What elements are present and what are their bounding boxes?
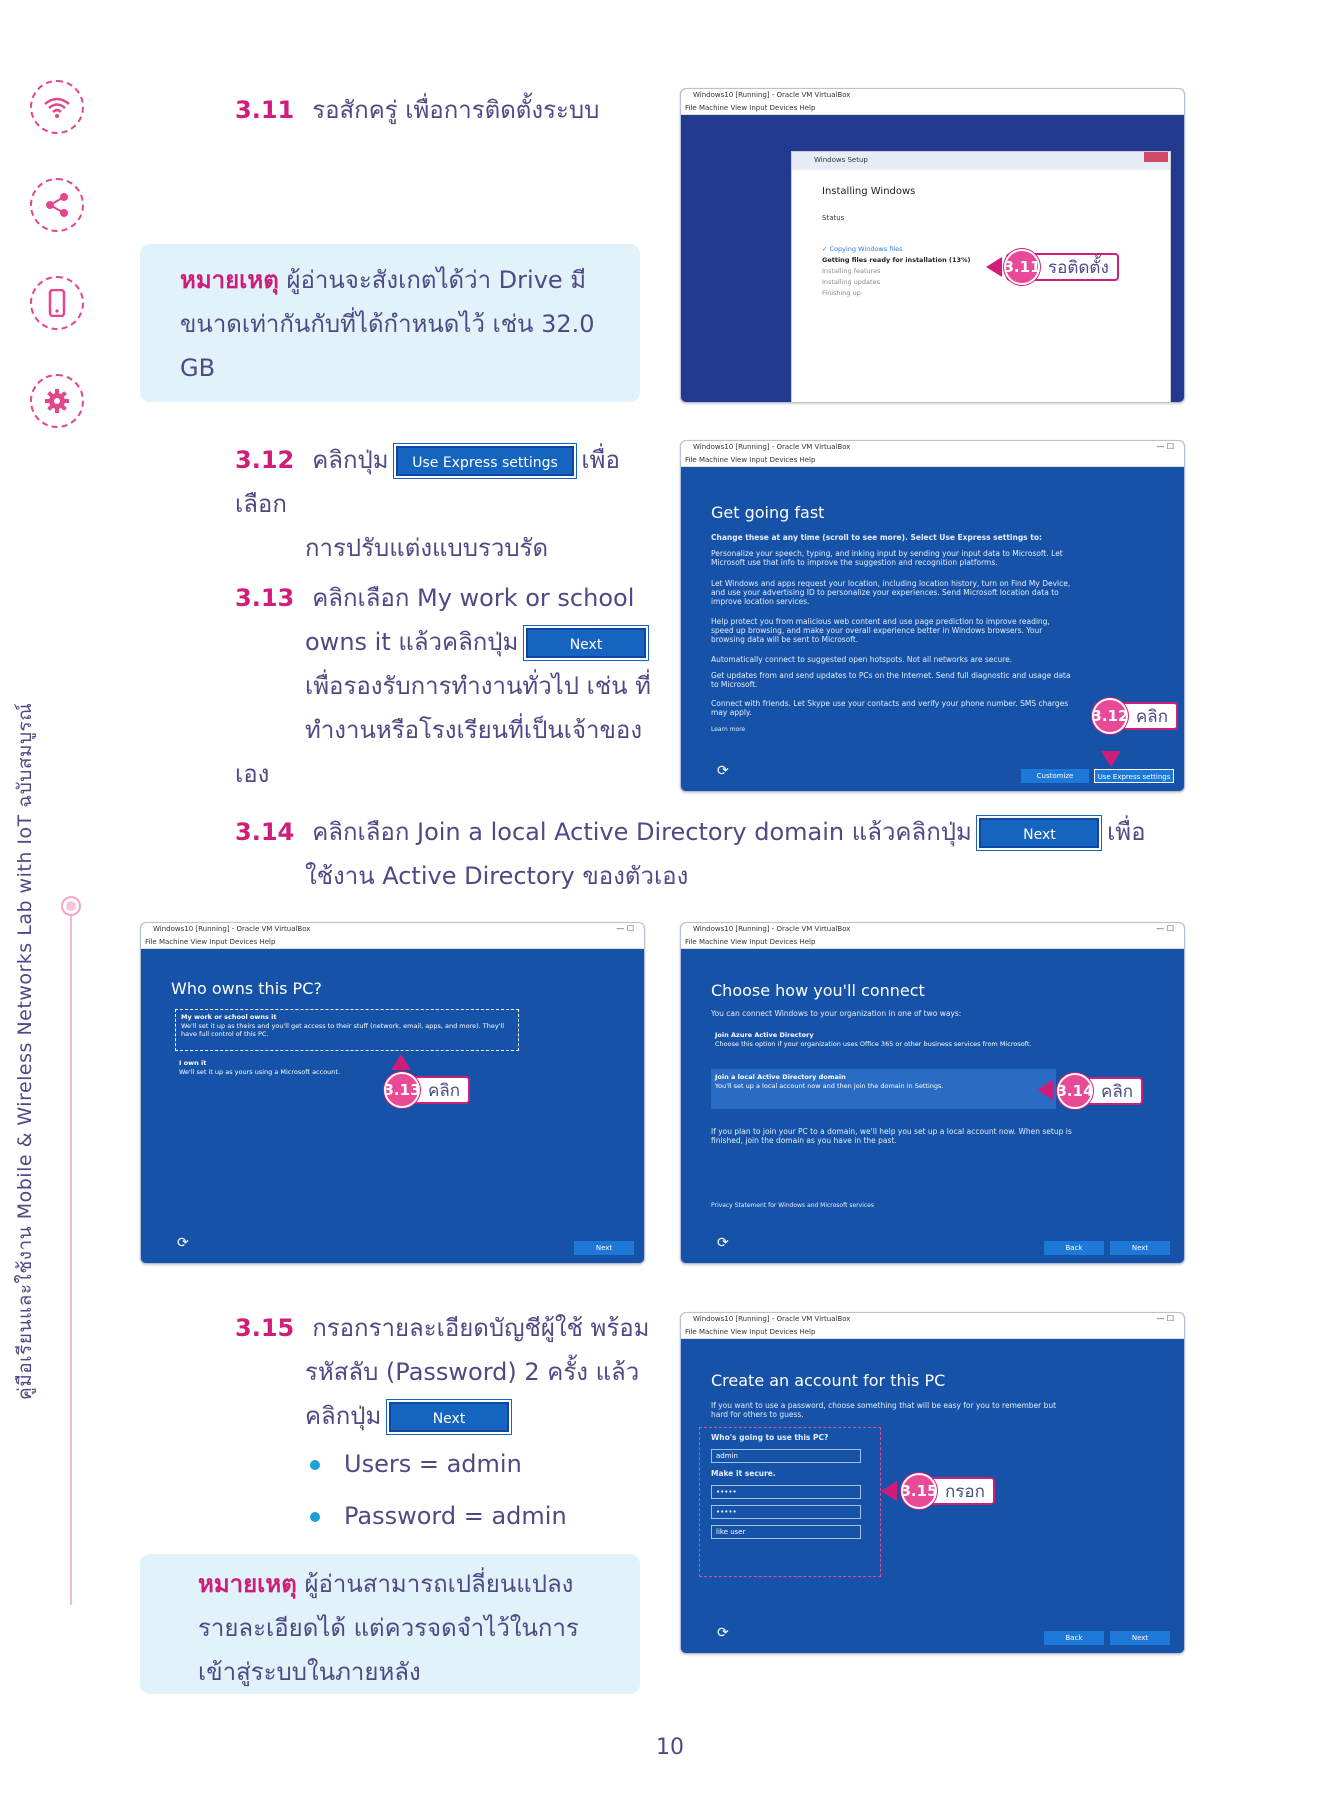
screenshot-choose-connect: [680, 922, 1185, 1264]
page-number: 10: [656, 1735, 684, 1760]
vbox-titlebar: Windows10 [Running] - Oracle VM VirtualBox: [681, 923, 1184, 937]
callout-3-11: 3.11 รอติดตั้ง: [1006, 253, 1119, 281]
wifi-icon: [30, 80, 84, 134]
phone-icon: [30, 276, 84, 330]
choose-connect-heading: Choose how you'll connect: [711, 981, 925, 1000]
vbox-menu: File Machine View Input Devices Help: [681, 455, 1184, 467]
use-express-settings-win-button[interactable]: Use Express settings: [1094, 769, 1174, 783]
info-text: If you plan to join your PC to a domain, we'll help you set up a local account now. When setup is finished, join the domain as you have in the past.: [711, 1127, 1072, 1145]
accessibility-icon[interactable]: ⟳: [717, 1235, 729, 1251]
note-1: หมายเหตุ ผู้อ่านจะสังเกตได้ว่า Drive มีขนาดเท่ากันกับที่ได้กำหนดไว้ เช่น 32.0 GB: [140, 244, 640, 402]
accessibility-icon[interactable]: ⟳: [717, 763, 729, 779]
side-marker: [63, 898, 79, 914]
vbox-menu: File Machine View Input Devices Help: [681, 1327, 1184, 1339]
step-3-15: 3.15 กรอกรายละเอียดบัญชีผู้ใช้ พร้อม รหัสลับ (Password) 2 ครั้ง แล้ว คลิกปุ่ม Next: [235, 1314, 650, 1430]
paragraph: Get updates from and send updates to PCs on the Internet. Send full diagnostic and usage data to Microsoft.: [711, 671, 1071, 689]
customize-button[interactable]: Customize: [1021, 769, 1089, 783]
back-win-button[interactable]: Back: [1044, 1241, 1104, 1255]
callout-3-14: 3.14 คลิก: [1059, 1077, 1143, 1105]
next-button-3-13[interactable]: Next: [526, 628, 646, 658]
who-owns-heading: Who owns this PC?: [171, 979, 322, 998]
window-controls[interactable]: — ☐: [616, 924, 634, 933]
screenshot-get-going-fast: [680, 440, 1185, 792]
callout-3-15: 3.15 กรอก: [903, 1477, 995, 1505]
window-controls[interactable]: — ☐: [1156, 924, 1174, 933]
password-hint-input[interactable]: like user: [711, 1525, 861, 1539]
paragraph: Help protect you from malicious web content and use page prediction to improve reading, speed up browsing, and make your overall experience better in Windows browsers. Your browsing data will be sent to Microsoft.: [711, 617, 1050, 644]
paragraph: Automatically connect to suggested open hotspots. Not all networks are secure.: [711, 655, 1013, 664]
privacy-link[interactable]: Privacy Statement for Windows and Microsoft services: [711, 1202, 874, 1209]
next-win-button[interactable]: Next: [1110, 1241, 1170, 1255]
callout-3-12: 3.12 คลิก: [1094, 702, 1178, 730]
option-azure-ad[interactable]: Join Azure Active Directory Choose this option if your organization uses Office 365 or other business services from Microsoft.: [715, 1031, 1032, 1048]
status-label: Status: [822, 214, 845, 222]
who-label: Who's going to use this PC?: [711, 1433, 829, 1442]
vbox-titlebar: Windows10 [Running] - Oracle VM VirtualBox: [681, 1313, 1184, 1327]
window-controls[interactable]: — ☐: [1156, 1314, 1174, 1323]
step-3-11: 3.11 รอสักครู่ เพื่อการติดตั้งระบบ: [235, 96, 600, 124]
paragraph: Personalize your speech, typing, and inking input by sending your input data to Microsoft. Let Microsoft use that info to improve the suggestion and recognition platforms.: [711, 549, 1063, 567]
back-win-button[interactable]: Back: [1044, 1631, 1104, 1645]
install-steps: ✓ Copying Windows files Getting files ready for installation (13%) Installing features Installing updates Finishing up: [822, 245, 971, 297]
paragraph: Let Windows and apps request your location, including location history, turn on Find My Device, and use your advertising ID to personalize your experiences. Send Microsoft location data to improve location services.: [711, 579, 1071, 606]
book-title: คู่มือเรียนและใช้งาน Mobile & Wireless Networks Lab with IoT ฉบับสมบูรณ์: [14, 702, 36, 1400]
paragraph: Connect with friends. Let Skype use your contacts and verify your phone number. SMS charges may apply.: [711, 699, 1069, 717]
vbox-menu: File Machine View Input Devices Help: [681, 937, 1184, 949]
callout-3-13: 3.13 คลิก: [386, 1076, 470, 1104]
callout-arrow: [986, 257, 1002, 277]
vbox-titlebar: Windows10 [Running] - Oracle VM VirtualBox: [681, 441, 1184, 455]
option-work-school[interactable]: My work or school owns it We'll set it up as theirs and you'll get access to their stuff (network, email, apps, and more). They'll have full control of this PC.: [175, 1009, 519, 1051]
vbox-menu: File Machine View Input Devices Help: [141, 937, 644, 949]
next-win-button[interactable]: Next: [1110, 1631, 1170, 1645]
accessibility-icon[interactable]: ⟳: [717, 1625, 729, 1641]
screenshot-installing: [680, 88, 1185, 403]
username-input[interactable]: admin: [711, 1449, 861, 1463]
callout-arrow: [1037, 1080, 1053, 1100]
bullet-users: Users = admin: [310, 1450, 522, 1478]
dialog-close-button[interactable]: [1144, 152, 1168, 162]
note-2: หมายเหตุ ผู้อ่านสามารถเปลี่ยนแปลงรายละเอียดได้ แต่ควรจดจำไว้ในการเข้าสู่ระบบในภายหลัง: [140, 1554, 640, 1694]
vbox-menu: File Machine View Input Devices Help: [681, 103, 1184, 115]
callout-arrow: [881, 1481, 897, 1501]
step-3-14: 3.14 คลิกเลือก Join a local Active Directory domain แล้วคลิกปุ่ม Next เพื่อ ใช้งาน Active Directory ของตัวเอง: [235, 818, 1146, 890]
option-local-ad-domain[interactable]: Join a local Active Directory domain You'll set up a local account now and then join the domain in Settings.: [711, 1069, 1056, 1109]
use-express-settings-button[interactable]: Use Express settings: [396, 446, 574, 476]
window-controls[interactable]: — ☐: [1156, 442, 1174, 451]
password-input[interactable]: •••••: [711, 1485, 861, 1499]
option-i-own-it[interactable]: I own it We'll set it up as yours using a Microsoft account.: [179, 1059, 341, 1076]
learn-more-link[interactable]: Learn more: [711, 726, 746, 733]
create-account-heading: Create an account for this PC: [711, 1371, 946, 1390]
secure-label: Make it secure.: [711, 1469, 776, 1478]
accessibility-icon[interactable]: ⟳: [177, 1235, 189, 1251]
screenshot-create-account: [680, 1312, 1185, 1654]
intro-text: You can connect Windows to your organization in one of two ways:: [711, 1009, 962, 1018]
get-going-fast-heading: Get going fast: [711, 503, 825, 522]
gear-icon: [30, 374, 84, 428]
confirm-password-input[interactable]: •••••: [711, 1505, 861, 1519]
screenshot-who-owns: [140, 922, 645, 1264]
setup-dialog-title: Windows Setup: [792, 152, 1170, 170]
callout-arrow: [1101, 751, 1121, 767]
callout-arrow: [391, 1054, 411, 1070]
step-3-13: 3.13 คลิกเลือก My work or school owns it แล้วคลิกปุ่ม Next เพื่อรองรับการทำงานทั่วไป เช่น ที่ ทำงานหรือโรงเรียนที่เป็นเจ้าของเอง: [235, 584, 651, 788]
installing-heading: Installing Windows: [822, 186, 916, 197]
next-win-button[interactable]: Next: [574, 1241, 634, 1255]
share-icon: [30, 178, 84, 232]
intro-text: Change these at any time (scroll to see more). Select Use Express settings to:: [711, 533, 1042, 542]
step-3-12: 3.12 คลิกปุ่ม Use Express settings เพื่อเลือก การปรับแต่งแบบรวบรัด: [235, 446, 620, 562]
bullet-password: Password = admin: [310, 1502, 567, 1530]
side-divider: [70, 905, 72, 1605]
next-button-3-15[interactable]: Next: [389, 1402, 509, 1432]
vbox-titlebar: Windows10 [Running] - Oracle VM VirtualBox: [681, 89, 1184, 103]
next-button-3-14[interactable]: Next: [979, 818, 1099, 848]
vbox-titlebar: Windows10 [Running] - Oracle VM VirtualBox: [141, 923, 644, 937]
intro-text: If you want to use a password, choose something that will be easy for you to remember but hard for others to guess.: [711, 1401, 1057, 1419]
